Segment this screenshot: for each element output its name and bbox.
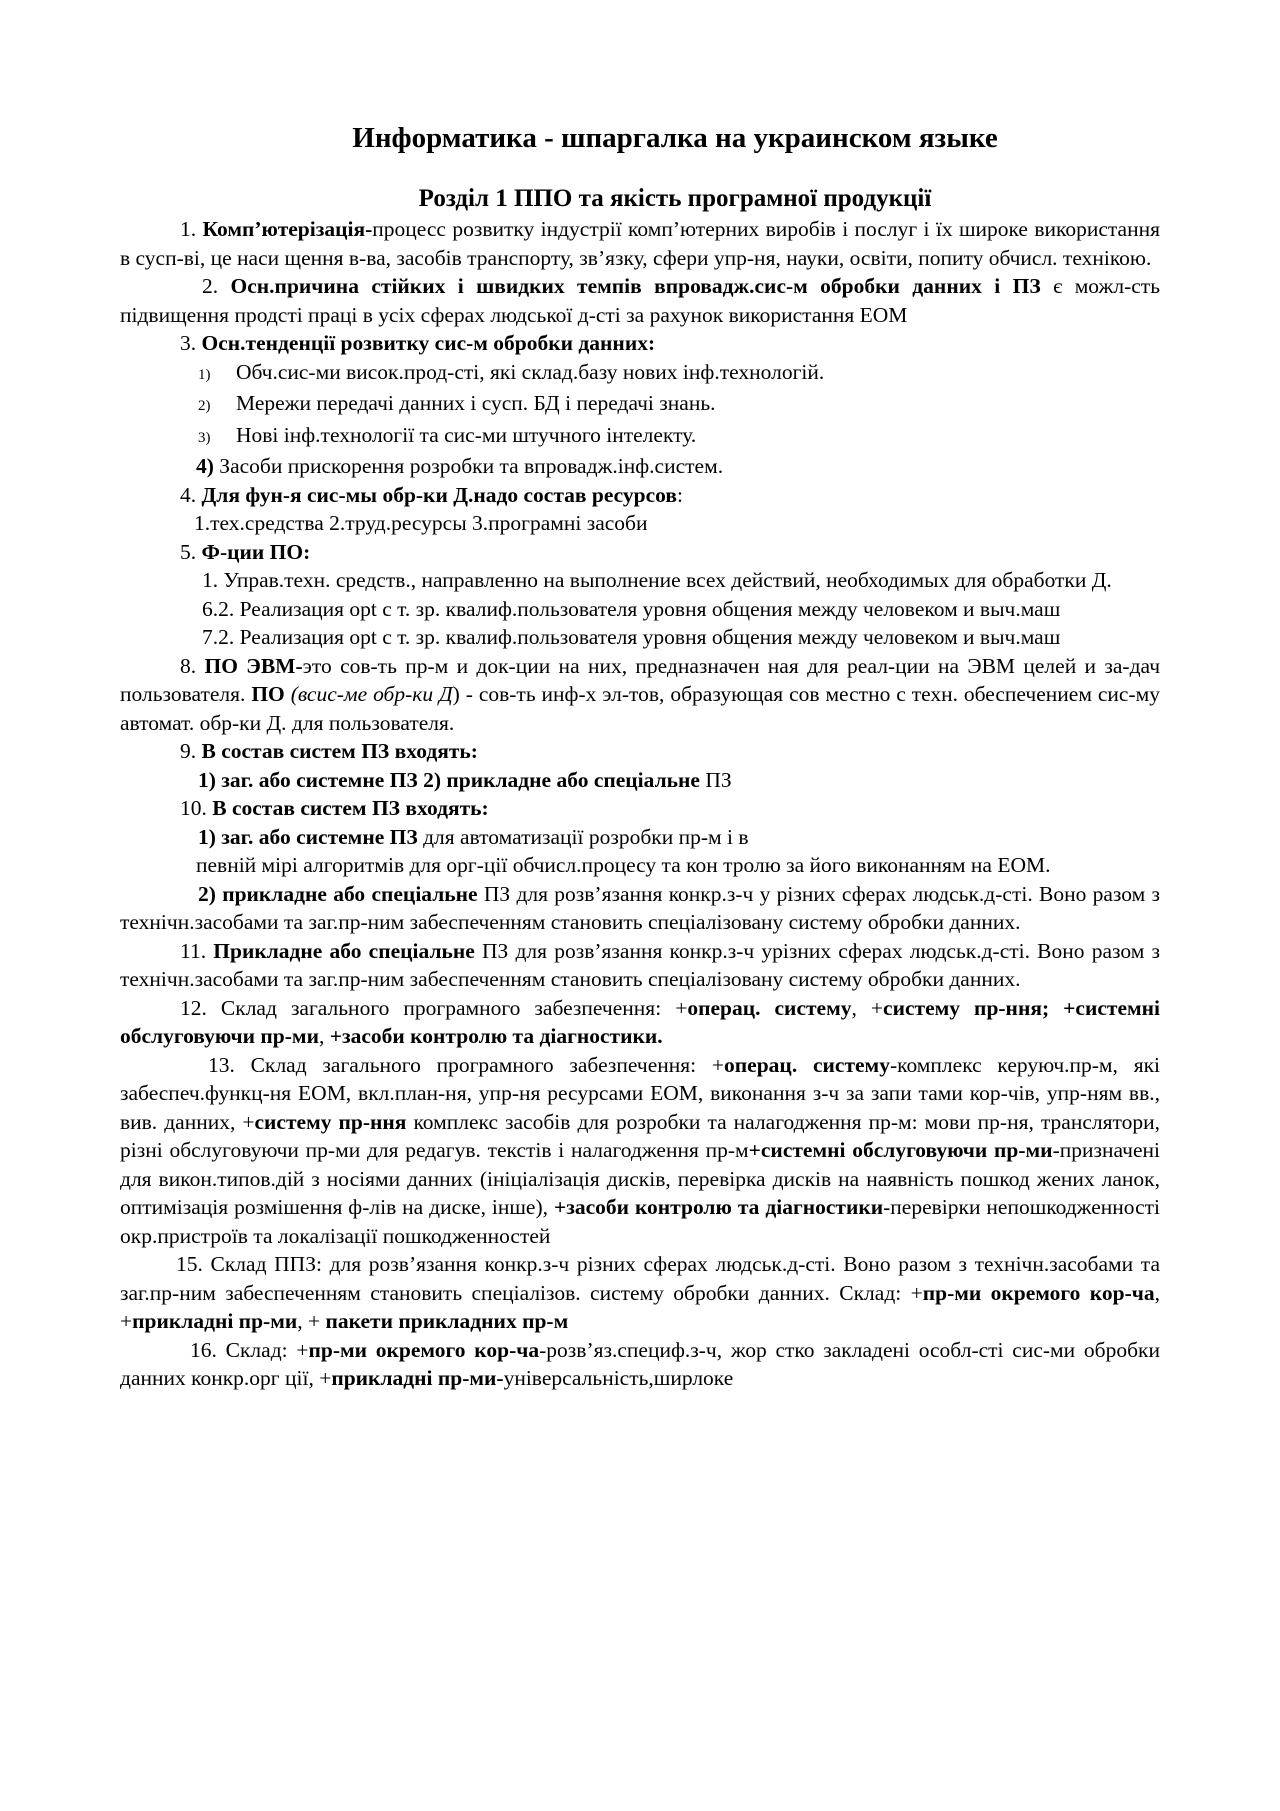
- paragraph-10: 10. В состав систем ПЗ входять:: [180, 796, 489, 820]
- paragraph-11: 11. Прикладне або спеціальне ПЗ для розв’язання конкр.з-ч урізних сферах людськ.д-сті. Воно разом з технічн.засобами та заг.пр-ним забеспеченням становить спеціалізовану систему обробки данних.: [120, 938, 1160, 991]
- paragraph-10-1-cont: певній мірі алгоритмів для орг-ції обчисл.процесу та кон тролю за його виконанням на ЕОМ.: [196, 853, 1051, 877]
- paragraph-9-list: 1) заг. або системне ПЗ 2) прикладне або спеціальне ПЗ: [198, 767, 732, 792]
- paragraph-2: 2. Осн.причина стійких і швидких темпів впровадж.сис-м обробки данних і ПЗ є можл-сть підвищення продсті праці в усіх сферах людської д-сті за рахунок використання ЕОМ: [120, 274, 1161, 327]
- paragraph-3: 3. Осн.тенденції розвитку сис-м обробки данних:: [180, 331, 656, 355]
- term-applied: Прикладне або спеціальне: [213, 938, 475, 963]
- paragraph-13: 13. Склад загального програмного забезпечення: +операц. систему-комплекс керуюч.пр-м, які забеспеч.функц-ня ЕОМ, вкл.план-ня, упр-ня ресурсами ЕОМ, виконання з-ч за запи тами кор-чів, упр-ням вв., вив. данних, +систему пр-ння комплекс засобів для розробки та налагодження пр-м: мови пр-ня, транслятори, різні обслуговуючи пр-ми для редагув. текстів і налагодження пр-м+системні обслуговуючи пр-ми-призначені для викон.типов.дій з носіями данних (ініціалізація дисків, перевірка дисків на наявність пошкод жених ланок, оптимізація розмішення ф-лів на диске, інше), +засоби контролю та діагностики-перевірки непошкодженності окр.пристроїв та локалізації пошкодженностей: [120, 1052, 1161, 1248]
- paragraph-6-2: 6.2. Реализация opt с т. зр. квалиф.пользователя уровня общения между человеком и выч.маш: [202, 596, 1061, 621]
- term-computerization: Комп’ютерізація-: [202, 217, 373, 241]
- paragraph-16: 16. Склад: +пр-ми окремого кор-ча-розв’яз.специф.з-ч, жор стко закладені особл-сті сис-ми обробки данних конкр.орг ції, +прикладні пр-ми-універсальність,ширлоке: [120, 1337, 1160, 1390]
- term-trends: Осн.тенденції розвитку сис-м обробки данних:: [201, 331, 656, 355]
- resource-list: 1.тех.средства 2.труд.ресурсы 3.програмні засоби: [194, 511, 648, 535]
- page-title: Информатика - шпаргалка на украинском языке: [352, 122, 998, 154]
- term-functions: Ф-ции ПО:: [201, 539, 311, 564]
- paragraph-10-2: 2) прикладне або спеціальне ПЗ для розв’язання конкр.з-ч у різних сферах людськ.д-сті. Воно разом з технічн.засобами та заг.пр-ним забеспеченням становить спеціалізовану систему обробки данних.: [120, 881, 1160, 934]
- paragraph-10-1: 1) заг. або системне ПЗ для автоматизації розробки пр-м і в: [198, 824, 749, 849]
- paragraph-15: 15. Склад ППЗ: для розв’язання конкр.з-ч різних сферах людськ.д-сті. Воно разом з технічн.засобами та заг.пр-ним забеспеченням становить спеціалізов. систему обробки данних. Склад: +пр-ми окремого кор-ча, +прикладні пр-ми, + пакети прикладних пр-м: [120, 1252, 1160, 1333]
- list-item: 2) Мережи передачі данних і сусп. БД і передачі знань.: [198, 391, 716, 415]
- section-heading: Розділ 1 ППО та якість програмної продукції: [418, 185, 932, 212]
- paragraph-4: 4. Для фун-я сис-мы обр-ки Д.надо состав ресурсов:: [180, 482, 683, 507]
- document-body: [120, 215, 1160, 1393]
- paragraph-12: 12. Склад загального програмного забезпечення: +операц. систему, +систему пр-ння; +системні обслуговуючи пр-ми, +засоби контролю та діагностики.: [120, 995, 1160, 1048]
- list-item: 1) Обч.сис-ми висок.прод-сті, які склад.базу нових інф.технологій.: [198, 359, 825, 384]
- paragraph-5: 5. Ф-ции ПО:: [180, 539, 311, 564]
- paragraph-8: 8. ПО ЭВМ-это сов-ть пр-м и док-ции на них, предназначен ная для реал-ции на ЭВМ целей и за-дач пользователя. ПО (всис-ме обр-ки Д) - сов-ть инф-х эл-тов, образующая сов местно с техн. обеспечением сис-му автомат. обр-ки Д. для пользователя.: [120, 653, 1161, 735]
- list-item: 3) Нові інф.технології та сис-ми штучного інтелекту.: [198, 422, 697, 447]
- term-composition: В состав систем ПЗ входять:: [201, 739, 478, 763]
- term-resources: Для фун-я сис-мы обр-ки Д.надо состав ресурсов: [201, 482, 678, 507]
- paragraph-9: 9. В состав систем ПЗ входять:: [180, 739, 478, 763]
- term-main-reason: Осн.причина стійких і швидких темпів впровадж.сис-м обробки данних і ПЗ: [230, 274, 1041, 298]
- term-composition: В состав систем ПЗ входять:: [212, 796, 489, 820]
- paragraph-7-2: 7.2. Реализация opt с т. зр. квалиф.пользователя уровня общения между человеком и выч.маш: [202, 625, 1061, 649]
- list-item: 4) Засоби прискорення розробки та впровадж.інф.систем.: [196, 454, 724, 478]
- term-software: ПО ЭВМ-: [204, 653, 303, 678]
- paragraph-1: 1. Комп’ютерізація-процесс розвитку індустрії комп’ютерних виробів і послуг і їх широке використання в сусп-ві, це наси щення в-ва, засобів транспорту, зв’язку, сфери упр-ня, науки, освіти, попиту обчисл. технікою.: [120, 217, 1161, 270]
- paragraph-5-1: 1. Управ.техн. средств., направленно на выполнение всех действий, необходимых для обработки Д.: [202, 568, 1112, 592]
